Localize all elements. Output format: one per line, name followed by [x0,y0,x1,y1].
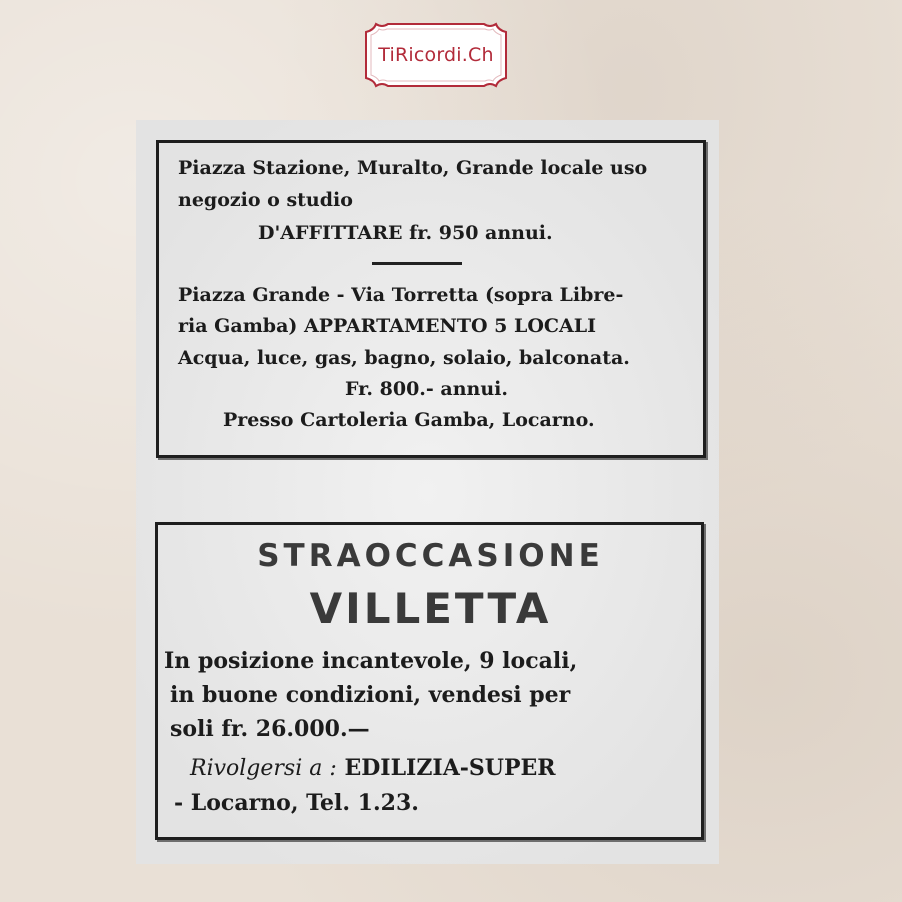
ad2-line-1: In posizione incantevole, 9 locali, [164,648,578,674]
site-logo [362,20,510,90]
ad1-line-4: Piazza Grande - Via Torretta (sopra Libre- [178,284,624,306]
ad1-line-2: negozio o studio [178,189,353,211]
ad2-headline: STRAOCCASIONE [257,538,604,574]
ad2-contact-prefix: Rivolgersi a : [190,756,337,781]
ad2-line-3: soli fr. 26.000.— [170,716,370,742]
ad2-contact-line [190,755,556,781]
ad2-line-2: in buone condizioni, vendesi per [170,682,571,708]
ad1-line-8: Presso Cartoleria Gamba, Locarno. [223,409,595,431]
logo-text: TiRicordi.Ch [378,44,494,66]
ad2-subheadline: VILLETTA [309,584,552,633]
ad1-line-1 [178,157,686,179]
ad1-line-7: Fr. 800.- annui. [345,378,509,400]
ad2-contact-name: EDILIZIA-SUPER [344,755,556,781]
ad2-contact-address: - Locarno, Tel. 1.23. [174,790,419,816]
ad1-line-6: Acqua, luce, gas, bagno, solaio, balconata. [178,347,630,369]
ad1-line-1-text: Piazza Stazione, Muralto, Grande locale uso [178,157,648,179]
ad1-price-line: D'AFFITTARE fr. 950 annui. [258,222,553,244]
ad1-line-5: ria Gamba) APPARTAMENTO 5 LOCALI [178,315,597,337]
ad1-divider [372,262,462,265]
